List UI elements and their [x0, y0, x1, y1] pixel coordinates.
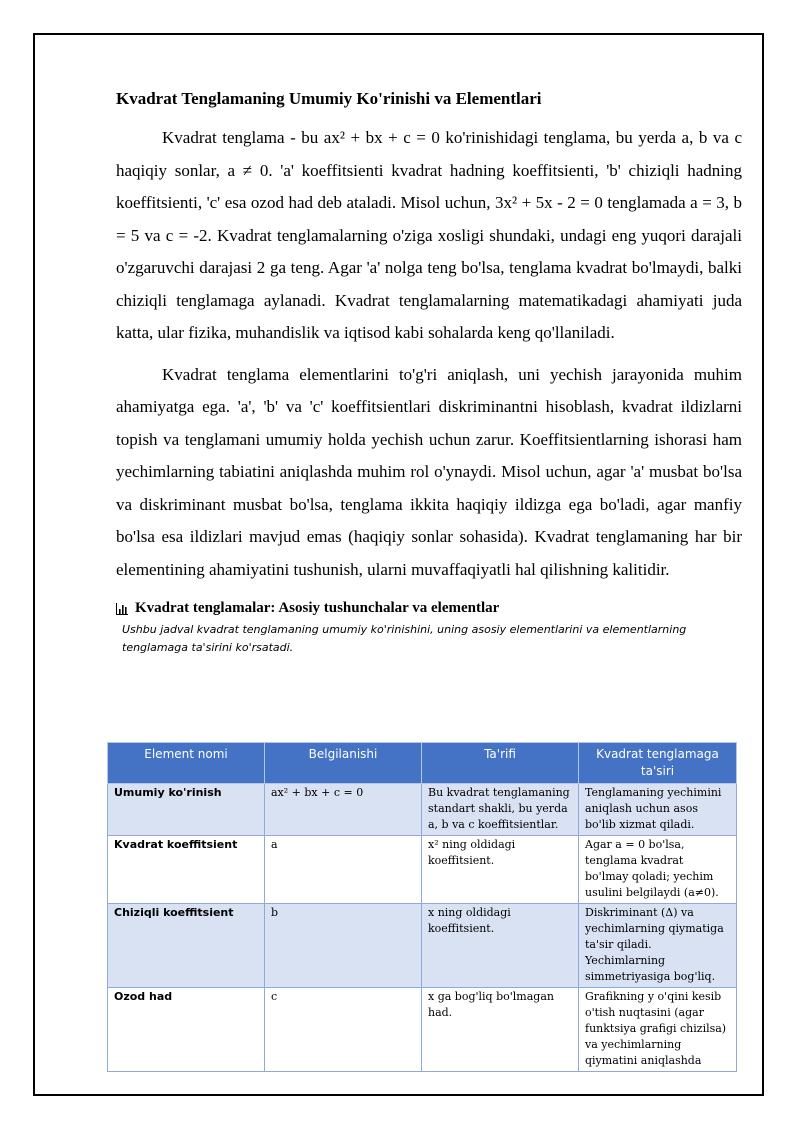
table-header-row — [108, 743, 737, 784]
cell-element-name: Chiziqli koeffitsient — [108, 904, 265, 988]
table-caption: Ushbu jadval kvadrat tenglamaning umumiy ko'rinishini, uning asosiy elementlarini va elementlarning tenglamaga ta'sirini ko'rsatadi. — [122, 623, 687, 654]
table-row — [108, 988, 737, 1072]
cell-definition: x² ning oldidagi koeffitsient. — [422, 836, 579, 904]
cell-notation: c — [265, 988, 422, 1072]
cell-notation: b — [265, 904, 422, 988]
paragraph-1: Kvadrat tenglama - bu ax² + bx + c = 0 ko'rinishidagi tenglama, bu yerda a, b va c haqiqiy sonlar, a ≠ 0. 'a' koeffitsienti kvadrat hadning koeffitsienti, 'b' chiziqli hadning koeffitsienti, 'c' esa ozod had deb ataladi. Misol uchun, 3x² + 5x - 2 = 0 tenglamada a = 3, b = 5 va c = -2. Kvadrat tenglamalarning o'ziga xosligi shundaki, undagi eng yuqori darajali o'zgaruvchi darajasi 2 ga teng. Agar 'a' nolga teng bo'lsa, tenglama kvadrat bo'lmaydi, balki chiziqli tenglamaga aylanadi. Kvadrat tenglamalarning matematikadagi ahamiyati juda katta, ular fizika, muhandislik va iqtisod kabi sohalarda keng qo'llaniladi. — [116, 128, 742, 342]
header-notation: Belgilanishi — [265, 743, 422, 784]
elements-table — [107, 742, 737, 1072]
cell-effect: Tenglamaning yechimini aniqlash uchun asos bo'lib xizmat qiladi. — [579, 784, 737, 836]
header-effect: Kvadrat tenglamaga ta'siri — [579, 743, 737, 784]
document-body — [116, 84, 742, 661]
table-section-title — [116, 600, 742, 617]
cell-effect: Diskriminant (Δ) va yechimlarning qiymatiga ta'sir qiladi. Yechimlarning simmetriyasiga bog'liq. — [579, 904, 737, 988]
document-title: Kvadrat Tenglamaning Umumiy Ko'rinishi va Elementlari — [116, 89, 542, 108]
bar-chart-icon — [116, 603, 128, 615]
cell-definition: Bu kvadrat tenglamaning standart shakli, bu yerda a, b va c koeffitsientlar. — [422, 784, 579, 836]
cell-definition: x ning oldidagi koeffitsient. — [422, 904, 579, 988]
section-title-text: Kvadrat tenglamalar: Asosiy tushunchalar va elementlar — [135, 600, 500, 616]
cell-notation: ax² + bx + c = 0 — [265, 784, 422, 836]
header-element-name: Element nomi — [108, 743, 265, 784]
cell-element-name: Kvadrat koeffitsient — [108, 836, 265, 904]
cell-effect: Agar a = 0 bo'lsa, tenglama kvadrat bo'lmay qoladi; yechim usulini belgilaydi (a≠0). — [579, 836, 737, 904]
cell-definition: x ga bog'liq bo'lmagan had. — [422, 988, 579, 1072]
table-row — [108, 784, 737, 836]
cell-element-name: Umumiy ko'rinish — [108, 784, 265, 836]
cell-effect: Grafikning y o'qini kesib o'tish nuqtasini (agar funktsiya grafigi chizilsa) va yechimlarning qiymatini aniqlashda — [579, 988, 737, 1072]
header-definition: Ta'rifi — [422, 743, 579, 784]
paragraph-2: Kvadrat tenglama elementlarini to'g'ri aniqlash, uni yechish jarayonida muhim ahamiyatga ega. 'a', 'b' va 'c' koeffitsientlari diskriminantni hisoblash, kvadrat ildizlarni topish va tenglamani umumiy holda yechish uchun zarur. Koeffitsientlarning ishorasi ham yechimlarning tabiatini aniqlashda muhim rol o'ynaydi. Misol uchun, agar 'a' musbat bo'lsa va diskriminant musbat bo'lsa, tenglama ikkita haqiqiy ildizga ega bo'ladi, agar manfiy bo'lsa esa ildizlari mavjud emas (haqiqiy sonlar sohasida). Kvadrat tenglamaning har bir elementining ahamiyatini tushunish, ularni muvaffaqiyatli hal qilishning kalitidir. — [116, 364, 742, 579]
cell-element-name: Ozod had — [108, 988, 265, 1072]
cell-notation: a — [265, 836, 422, 904]
table-row — [108, 904, 737, 988]
table-row — [108, 836, 737, 904]
